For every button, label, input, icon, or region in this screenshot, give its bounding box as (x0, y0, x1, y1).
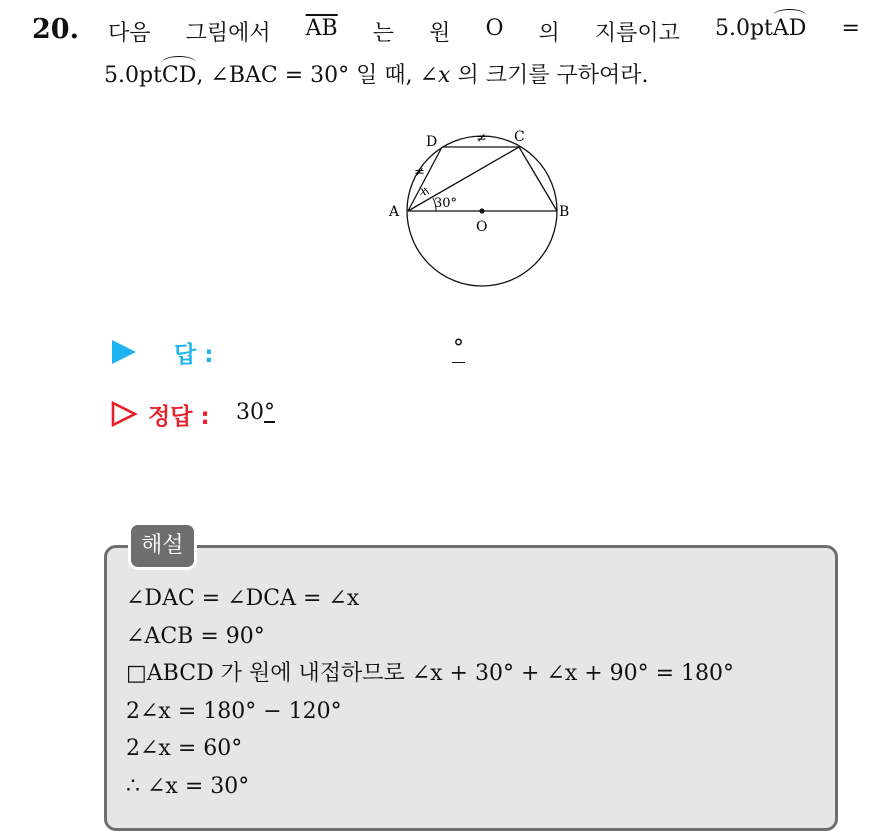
geometry-figure (380, 120, 590, 292)
question-number: 20. (32, 14, 79, 45)
answer-label: 답 : (174, 342, 214, 368)
solution-line: ∠DAC = ∠DCA = ∠x (126, 586, 360, 611)
correct-number: 30 (236, 400, 264, 425)
question-word: 의 (538, 21, 560, 46)
tick-mark-ad: ≠ (414, 165, 425, 180)
question-ask: 의 크기를 구하여라. (450, 63, 649, 88)
solution-line: 2∠x = 60° (126, 736, 243, 762)
solution-line: 2∠x = 180° − 120° (126, 698, 342, 724)
tick-mark-dc: ≠ (476, 131, 487, 146)
arc-ad: AD (772, 16, 807, 41)
question-word: 지름이고 (594, 21, 680, 46)
question-word: 원 (429, 21, 451, 46)
segment-ab: $\overline{AB}$ (305, 16, 338, 41)
solution-lines (126, 580, 734, 806)
correct-answer-label: 정답 : (148, 404, 210, 430)
play-triangle-icon (112, 340, 136, 364)
answer-blank[interactable]: ° (453, 336, 464, 361)
label-point-o: O (476, 219, 488, 235)
latex-residue: 5.0pt (104, 63, 162, 88)
variable-x: x (438, 63, 451, 88)
label-point-b: B (559, 204, 570, 220)
arc-ad-expression (715, 16, 806, 47)
solution-line: □ABCD 가 원에 내접하므로 ∠x + 30° + ∠x + 90° = 180° (126, 661, 735, 687)
label-angle-x: x (420, 184, 427, 198)
label-point-a: A (389, 204, 400, 220)
latex-residue: 5.0pt (714, 16, 773, 41)
solution-line: ∠ACB = 90° (126, 623, 265, 649)
solution-line: ∴ ∠x = 30° (126, 773, 250, 799)
question-text-line-1 (108, 16, 860, 47)
question-word: O (485, 16, 504, 41)
solution-title-tab: 해설 (128, 522, 197, 570)
question-word: 다음 (108, 21, 151, 46)
center-point-o (479, 208, 484, 213)
question-word: 는 (372, 21, 395, 46)
label-point-d: D (426, 134, 438, 150)
label-point-c: C (514, 129, 525, 145)
outline-triangle-icon (110, 400, 138, 428)
correct-unit: ° (264, 400, 275, 425)
correct-answer-value (236, 400, 275, 425)
equals-sign: = (841, 16, 860, 41)
question-word: 그림에서 (185, 21, 271, 46)
chord-cb (519, 147, 557, 211)
arc-cd: CD (161, 63, 197, 88)
question-condition: , ∠BAC = 30° 일 때, ∠ (196, 63, 439, 88)
label-angle-30: 30° (434, 196, 458, 211)
question-text-line-2 (104, 58, 648, 89)
